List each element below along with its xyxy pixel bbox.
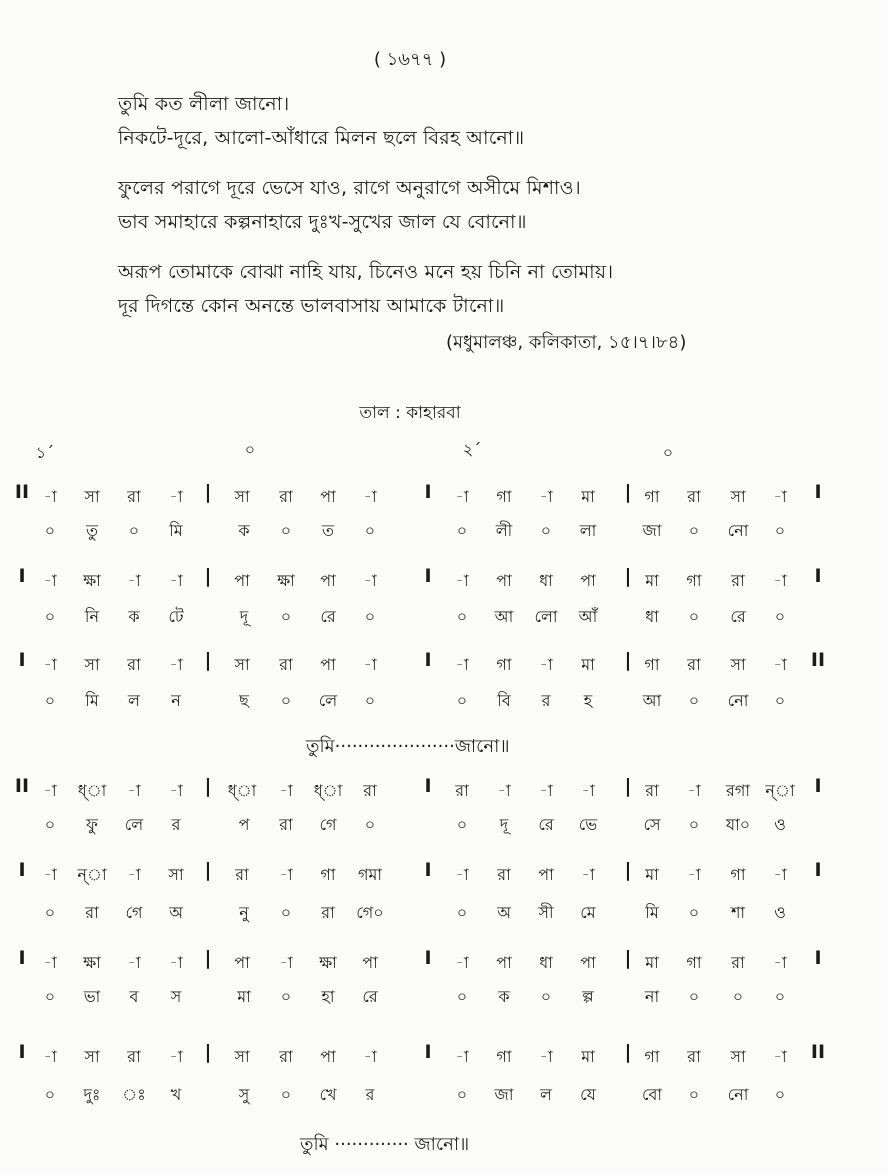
- syllable-cell: গে: [319, 815, 337, 834]
- syllable-cell: ০: [280, 521, 292, 540]
- note-cell: -া: [539, 487, 553, 506]
- bar-line: II: [14, 481, 30, 503]
- bar-line: |: [204, 947, 212, 969]
- syllable-cell: বো: [641, 1085, 663, 1104]
- note-cell: -া: [581, 781, 595, 800]
- syllable-cell: অ: [497, 903, 511, 922]
- note-cell: গা: [644, 487, 660, 506]
- beat-mark-3: ২´: [462, 440, 482, 459]
- note-cell: রা: [127, 1047, 141, 1066]
- note-cell: রা: [497, 865, 511, 884]
- syllable-cell: রে: [730, 607, 746, 626]
- lyric-line-1: তুমি কত লীলা জানো।: [118, 93, 290, 115]
- bar-line: |: [624, 649, 632, 671]
- bar-line: |: [624, 859, 632, 881]
- syllable-cell: আ: [642, 691, 662, 710]
- note-cell: রা: [127, 487, 141, 506]
- syllable-cell: ০: [280, 987, 292, 1006]
- bar-line: II: [810, 1041, 826, 1063]
- note-cell: মা: [581, 487, 595, 506]
- syllable-cell: ০: [456, 691, 468, 710]
- note-cell: রা: [687, 655, 701, 674]
- syllable-cell: ০: [774, 607, 786, 626]
- refrain-2-end: জানো॥: [414, 1134, 470, 1155]
- note-cell: পা: [496, 571, 512, 590]
- note-cell: রা: [455, 781, 469, 800]
- syllable-cell: রে: [362, 987, 378, 1006]
- note-cell: -া: [279, 953, 293, 972]
- note-cell: ধা: [539, 571, 553, 590]
- refrain-1-end: জানো॥: [454, 736, 510, 757]
- syllable-cell: ০: [688, 903, 700, 922]
- syllable-cell: ০: [44, 521, 56, 540]
- bar-line: |: [204, 565, 212, 587]
- syllable-cell: ও: [774, 815, 786, 834]
- note-cell: পা: [496, 953, 512, 972]
- syllable-cell: গে: [125, 903, 143, 922]
- syllable-cell: ল: [128, 691, 140, 710]
- syllable-cell: লী: [495, 521, 513, 540]
- note-cell: রা: [279, 1047, 293, 1066]
- bar-line: |: [624, 565, 632, 587]
- note-cell: পা: [538, 865, 554, 884]
- note-cell: -া: [363, 487, 377, 506]
- note-cell: মা: [645, 571, 659, 590]
- note-cell: গা: [496, 487, 512, 506]
- bar-line: |: [624, 1041, 632, 1063]
- syllable-cell: সু: [238, 1085, 250, 1104]
- note-cell: -া: [169, 953, 183, 972]
- syllable-cell: ০: [280, 691, 292, 710]
- note-cell: ন্া: [77, 865, 107, 884]
- note-cell: -া: [581, 865, 595, 884]
- note-cell: পা: [234, 953, 250, 972]
- syllable-cell: ব: [129, 987, 139, 1006]
- bar-line: II: [14, 775, 30, 797]
- note-cell: রা: [687, 487, 701, 506]
- note-cell: সা: [234, 1047, 250, 1066]
- note-cell: -া: [43, 571, 57, 590]
- syllable-cell: ০: [540, 521, 552, 540]
- syllable-cell: ধা: [645, 607, 659, 626]
- syllable-cell: ক: [238, 521, 250, 540]
- note-cell: -া: [455, 487, 469, 506]
- bar-line: I: [814, 775, 822, 797]
- note-cell: পা: [234, 571, 250, 590]
- syllable-cell: মা: [237, 987, 251, 1006]
- note-cell: -া: [687, 781, 701, 800]
- note-cell: মা: [581, 1047, 595, 1066]
- bar-line: |: [624, 775, 632, 797]
- syllable-cell: দুঃ: [83, 1085, 101, 1104]
- note-cell: গা: [320, 865, 336, 884]
- note-cell: সা: [234, 487, 250, 506]
- syllable-cell: ০: [456, 987, 468, 1006]
- refrain-1-dots: ·····················: [334, 736, 455, 757]
- syllable-cell: রে: [538, 815, 554, 834]
- syllable-cell: যে: [580, 1085, 596, 1104]
- note-cell: পা: [580, 571, 596, 590]
- refrain-1: [306, 732, 510, 763]
- note-cell: গা: [496, 1047, 512, 1066]
- note-cell: পা: [320, 487, 336, 506]
- syllable-cell: টে: [168, 607, 184, 626]
- syllable-cell: ০: [774, 987, 786, 1006]
- syllable-cell: না: [644, 987, 660, 1006]
- syllable-cell: ক: [498, 987, 510, 1006]
- beat-mark-1: ১´: [35, 443, 55, 462]
- note-cell: রা: [279, 655, 293, 674]
- syllable-cell: ০: [540, 987, 552, 1006]
- lyric-line-6: দূর দিগন্তে কোন অনন্তে ভালবাসায় আমাকে টানো॥: [118, 295, 505, 317]
- bar-line: I: [424, 947, 432, 969]
- bar-line: |: [624, 947, 632, 969]
- note-cell: -া: [169, 571, 183, 590]
- refrain-2-dots: ·············: [334, 1134, 409, 1155]
- syllable-cell: আঁ: [578, 607, 598, 626]
- note-cell: -া: [455, 865, 469, 884]
- syllable-cell: ঃ: [122, 1085, 146, 1104]
- bar-line: I: [424, 775, 432, 797]
- note-cell: গা: [686, 953, 702, 972]
- syllable-cell: লা: [579, 521, 597, 540]
- syllable-cell: ছ: [239, 691, 249, 710]
- syllable-cell: মি: [85, 691, 99, 710]
- note-cell: সা: [84, 655, 100, 674]
- syllable-cell: নি: [84, 607, 100, 626]
- note-cell: -া: [43, 1047, 57, 1066]
- note-cell: -া: [169, 781, 183, 800]
- syllable-cell: হা: [321, 987, 335, 1006]
- note-cell: -া: [169, 487, 183, 506]
- note-cell: -া: [455, 1047, 469, 1066]
- syllable-cell: র: [171, 815, 181, 834]
- syllable-cell: র: [365, 1085, 375, 1104]
- syllable-cell: ০: [456, 521, 468, 540]
- note-cell: ন্া: [765, 781, 795, 800]
- note-cell: সা: [234, 655, 250, 674]
- note-cell: ধ্া: [227, 781, 257, 800]
- syllable-cell: হ: [583, 691, 593, 710]
- syllable-cell: ০: [732, 987, 744, 1006]
- syllable-cell: লে: [318, 691, 338, 710]
- note-cell: -া: [43, 781, 57, 800]
- note-cell: -া: [169, 1047, 183, 1066]
- syllable-cell: ০: [44, 903, 56, 922]
- syllable-cell: নু: [239, 903, 249, 922]
- syllable-cell: সী: [538, 903, 554, 922]
- refrain-2: [300, 1130, 469, 1161]
- syllable-cell: ০: [456, 607, 468, 626]
- syllable-cell: সে: [643, 815, 661, 834]
- bar-line: I: [18, 649, 26, 671]
- note-cell: রা: [687, 1047, 701, 1066]
- syllable-cell: ০: [44, 691, 56, 710]
- syllable-cell: শা: [730, 903, 746, 922]
- note-cell: সা: [730, 487, 746, 506]
- syllable-cell: ০: [456, 1085, 468, 1104]
- syllable-cell: ০: [688, 691, 700, 710]
- syllable-cell: নো: [727, 521, 749, 540]
- syllable-cell: ০: [688, 1085, 700, 1104]
- note-cell: মা: [645, 953, 659, 972]
- syllable-cell: ০: [280, 1085, 292, 1104]
- note-cell: গা: [730, 865, 746, 884]
- note-cell: পা: [320, 655, 336, 674]
- bar-line: I: [814, 565, 822, 587]
- note-cell: সা: [168, 865, 184, 884]
- syllable-cell: প: [238, 815, 250, 834]
- bar-line: |: [204, 775, 212, 797]
- refrain-1-start: তুমি: [306, 736, 335, 757]
- bar-line: |: [624, 481, 632, 503]
- syllable-cell: ০: [688, 815, 700, 834]
- syllable-cell: মি: [169, 521, 183, 540]
- syllable-cell: ও: [774, 903, 786, 922]
- note-cell: -া: [539, 781, 553, 800]
- note-cell: -া: [363, 571, 377, 590]
- syllable-cell: ০: [280, 903, 292, 922]
- bar-line: I: [18, 1041, 26, 1063]
- syllable-cell: স: [170, 987, 182, 1006]
- note-cell: সা: [730, 1047, 746, 1066]
- note-cell: -া: [687, 865, 701, 884]
- bar-line: I: [18, 859, 26, 881]
- syllable-cell: যা০: [725, 815, 751, 834]
- bar-line: I: [814, 859, 822, 881]
- note-cell: ধ্া: [77, 781, 107, 800]
- syllable-cell: ল: [540, 1085, 552, 1104]
- syllable-cell: ০: [688, 987, 700, 1006]
- syllable-cell: ০: [688, 607, 700, 626]
- syllable-cell: ০: [456, 815, 468, 834]
- syllable-cell: ০: [44, 607, 56, 626]
- beat-mark-4: ০: [662, 443, 674, 462]
- note-cell: -া: [773, 865, 787, 884]
- note-cell: -া: [773, 1047, 787, 1066]
- syllable-cell: ০: [774, 1085, 786, 1104]
- beat-mark-2: ০: [244, 440, 256, 459]
- bar-line: I: [424, 649, 432, 671]
- syllable-cell: দূ: [499, 815, 509, 834]
- note-cell: ক্ষা: [319, 953, 337, 972]
- note-cell: -া: [127, 953, 141, 972]
- syllable-cell: গে০: [356, 903, 384, 922]
- syllable-cell: ০: [774, 691, 786, 710]
- syllable-cell: আ: [494, 607, 514, 626]
- syllable-cell: লে: [124, 815, 144, 834]
- bar-line: I: [18, 947, 26, 969]
- note-cell: ক্ষা: [277, 571, 295, 590]
- note-cell: -া: [773, 487, 787, 506]
- syllable-cell: নো: [727, 691, 749, 710]
- note-cell: -া: [539, 1047, 553, 1066]
- syllable-cell: ফু: [86, 815, 98, 834]
- note-cell: পা: [320, 1047, 336, 1066]
- syllable-cell: ০: [44, 815, 56, 834]
- note-cell: গা: [496, 655, 512, 674]
- note-cell: -া: [43, 865, 57, 884]
- note-cell: গা: [644, 1047, 660, 1066]
- syllable-cell: দূ: [239, 607, 249, 626]
- syllable-cell: মে: [580, 903, 596, 922]
- page-number: ( ১৬৭৭ ): [373, 49, 447, 70]
- syllable-cell: ০: [364, 815, 376, 834]
- syllable-cell: ০: [280, 607, 292, 626]
- bar-line: II: [810, 649, 826, 671]
- tala-heading: তাল : কাহারবা: [359, 403, 461, 423]
- bar-line: I: [814, 481, 822, 503]
- syllable-cell: রা: [321, 903, 335, 922]
- syllable-cell: তু: [85, 521, 99, 540]
- note-cell: রা: [127, 655, 141, 674]
- note-cell: -া: [127, 781, 141, 800]
- syllable-cell: ক: [128, 607, 140, 626]
- note-cell: -া: [455, 571, 469, 590]
- note-cell: -া: [539, 655, 553, 674]
- syllable-cell: ত: [321, 521, 335, 540]
- note-cell: -া: [43, 655, 57, 674]
- syllable-cell: ০: [44, 987, 56, 1006]
- bar-line: |: [204, 859, 212, 881]
- note-cell: সা: [84, 1047, 100, 1066]
- syllable-cell: ০: [364, 691, 376, 710]
- note-cell: রা: [363, 781, 377, 800]
- syllable-cell: অ: [169, 903, 183, 922]
- bar-line: I: [424, 565, 432, 587]
- note-cell: -া: [127, 865, 141, 884]
- syllable-cell: রা: [85, 903, 99, 922]
- note-cell: ক্ষা: [83, 953, 101, 972]
- note-cell: -া: [279, 865, 293, 884]
- refrain-2-start: তুমি: [300, 1134, 329, 1155]
- syllable-cell: ল্প: [582, 987, 594, 1006]
- syllable-cell: ০: [128, 521, 140, 540]
- note-cell: রা: [731, 571, 745, 590]
- syllable-cell: জা: [642, 521, 662, 540]
- syllable-cell: ০: [364, 521, 376, 540]
- note-cell: ক্ষা: [83, 571, 101, 590]
- lyric-line-5: অরূপ তোমাকে বোঝা নাহি যায়, চিনেও মনে হয় চিনি না তোমায়।: [118, 261, 614, 283]
- note-cell: পা: [362, 953, 378, 972]
- note-cell: -া: [43, 487, 57, 506]
- note-cell: সা: [730, 655, 746, 674]
- note-cell: মা: [581, 655, 595, 674]
- syllable-cell: ০: [364, 607, 376, 626]
- bar-line: I: [424, 1041, 432, 1063]
- note-cell: গমা: [357, 865, 383, 884]
- bar-line: |: [204, 649, 212, 671]
- note-cell: -া: [773, 655, 787, 674]
- lyric-line-3: ফুলের পরাগে দূরে ভেসে যাও, রাগে অনুরাগে অসীমে মিশাও।: [118, 177, 581, 199]
- lyric-line-2: নিকটে-দূরে, আলো-আঁধারে মিলন ছলে বিরহ আনো॥: [118, 127, 525, 149]
- syllable-cell: রা: [279, 815, 293, 834]
- note-cell: মা: [645, 865, 659, 884]
- bar-line: I: [814, 947, 822, 969]
- note-cell: -া: [363, 1047, 377, 1066]
- syllable-cell: মি: [645, 903, 659, 922]
- syllable-cell: ন: [171, 691, 181, 710]
- note-cell: পা: [320, 571, 336, 590]
- syllable-cell: লো: [534, 607, 558, 626]
- bar-line: |: [204, 1041, 212, 1063]
- bar-line: I: [424, 481, 432, 503]
- note-cell: -া: [363, 655, 377, 674]
- syllable-cell: খ: [170, 1085, 182, 1104]
- note-cell: রা: [645, 781, 659, 800]
- bar-line: |: [204, 481, 212, 503]
- note-cell: -া: [127, 571, 141, 590]
- syllable-cell: ০: [44, 1085, 56, 1104]
- note-cell: সা: [84, 487, 100, 506]
- note-cell: গা: [644, 655, 660, 674]
- note-cell: -া: [43, 953, 57, 972]
- note-cell: পা: [580, 953, 596, 972]
- note-cell: -া: [169, 655, 183, 674]
- note-cell: -া: [497, 781, 511, 800]
- syllable-cell: খে: [319, 1085, 337, 1104]
- note-cell: -া: [773, 571, 787, 590]
- bar-line: I: [18, 565, 26, 587]
- bar-line: I: [424, 859, 432, 881]
- note-cell: ধা: [539, 953, 553, 972]
- lyric-line-4: ভাব সমাহারে কল্পনাহারে দুঃখ-সুখের জাল যে বোনো॥: [118, 211, 527, 233]
- note-cell: -া: [773, 953, 787, 972]
- note-cell: গা: [686, 571, 702, 590]
- syllable-cell: ভে: [578, 815, 598, 834]
- syllable-cell: ০: [688, 521, 700, 540]
- note-cell: রা: [279, 487, 293, 506]
- syllable-cell: জা: [494, 1085, 514, 1104]
- syllable-cell: ০: [774, 521, 786, 540]
- syllable-cell: ভা: [83, 987, 101, 1006]
- syllable-cell: নো: [727, 1085, 749, 1104]
- syllable-cell: রে: [320, 607, 336, 626]
- syllable-cell: র: [541, 691, 551, 710]
- note-cell: -া: [455, 953, 469, 972]
- syllable-cell: ০: [456, 903, 468, 922]
- note-cell: রা: [731, 953, 745, 972]
- note-cell: -া: [279, 781, 293, 800]
- source-citation: (মধুমালঞ্চ, কলিকাতা, ১৫।৭।৮৪): [446, 332, 687, 353]
- note-cell: -া: [455, 655, 469, 674]
- note-cell: রা: [235, 865, 249, 884]
- note-cell: রগা: [726, 781, 750, 800]
- note-cell: ধ্া: [313, 781, 343, 800]
- syllable-cell: বি: [497, 691, 511, 710]
